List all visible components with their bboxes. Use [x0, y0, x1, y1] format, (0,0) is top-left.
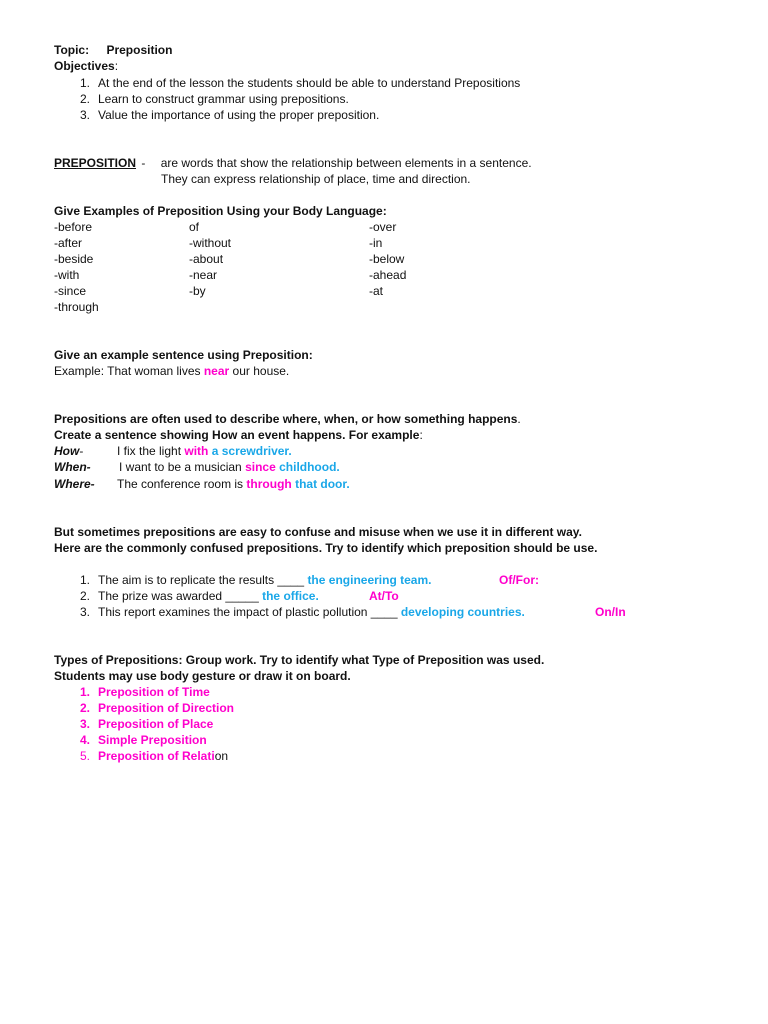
confused-text: The prize was awarded _____ [98, 589, 263, 603]
example-word: -with [54, 268, 80, 282]
usage-row-where [54, 476, 350, 492]
usage-heading-2-text: Create a sentence showing How an event happens. For example [54, 428, 420, 442]
example-word: -at [369, 284, 384, 298]
usage-heading-1-end: . [517, 412, 521, 426]
usage-row-label: Where- [54, 477, 95, 491]
topic-line [54, 42, 172, 58]
confused-item [68, 604, 525, 620]
type-number: 3. [79, 717, 90, 731]
usage-row-label: How [54, 444, 80, 458]
example-word: -about [189, 252, 224, 266]
objective-text: At the end of the lesson the students should be able to understand Prepositions [98, 76, 521, 90]
example-word: -over [369, 220, 397, 234]
type-text: Preposition of Place [98, 717, 214, 731]
usage-row-text: I fix the light [117, 444, 185, 458]
usage-row-sentence [117, 476, 350, 492]
objective-text: Learn to construct grammar using prepositions. [98, 92, 349, 106]
objective-number: 3. [79, 108, 90, 122]
example-word: -ahead [369, 268, 407, 282]
example-sentence-heading: Give an example sentence using Preposition: [54, 348, 313, 362]
type-item [68, 684, 210, 700]
type-text: Preposition of Time [98, 685, 210, 699]
usage-row-rest: a screwdriver. [208, 444, 292, 458]
confused-number: 1. [79, 573, 90, 587]
usage-row-sentence [119, 459, 340, 475]
confused-heading-2: Here are the commonly confused prepositions. Try to identify which preposition should be use. [54, 541, 598, 555]
type-item [68, 716, 213, 732]
confused-text: This report examines the impact of plastic pollution ____ [98, 605, 401, 619]
example-word: -without [189, 236, 232, 250]
objective-number: 1. [79, 76, 90, 90]
example-sentence-suffix: our house. [229, 364, 290, 378]
confused-rest: the office. [262, 589, 319, 603]
confused-heading-1: But sometimes prepositions are easy to confuse and misuse when we use it in different way. [54, 525, 582, 539]
confused-answer: Of/For: [499, 573, 539, 587]
usage-heading-1-text: Prepositions are often used to describe where, when, or how something happens [54, 412, 518, 426]
type-item [68, 748, 228, 764]
type-number: 1. [79, 685, 90, 699]
definition-term: PREPOSITION [54, 156, 137, 170]
example-word: -near [189, 268, 218, 282]
usage-row-when [54, 459, 340, 475]
example-word: -beside [54, 252, 94, 266]
definition-dash: - [141, 156, 146, 170]
example-word: -by [189, 284, 206, 298]
example-sentence-prefix: Example: That woman lives [54, 364, 204, 378]
usage-row-sentence [117, 443, 292, 459]
confused-text: The aim is to replicate the results ____ [98, 573, 308, 587]
confused-number: 2. [79, 589, 90, 603]
objective-item [68, 107, 379, 123]
objective-item [68, 75, 520, 91]
type-item [68, 732, 207, 748]
definition-text-1: are words that show the relationship between elements in a sentence. [160, 156, 532, 170]
topic-value: Preposition [106, 43, 173, 57]
type-text: Simple Preposition [98, 733, 207, 747]
usage-row-how [54, 443, 292, 459]
type-number: 5. [79, 749, 90, 763]
objectives-label: Objectives [54, 59, 115, 73]
example-word: -below [369, 252, 405, 266]
example-sentence [54, 363, 289, 379]
types-heading-2: Students may use body gesture or draw it on board. [54, 669, 351, 683]
usage-row-prep: with [184, 444, 209, 458]
type-text: Preposition of Direction [98, 701, 235, 715]
usage-heading-1 [54, 411, 521, 427]
example-word: of [189, 220, 200, 234]
type-number: 4. [79, 733, 90, 747]
usage-row-dash: - [79, 444, 84, 458]
usage-row-prep: through [246, 477, 292, 491]
confused-rest: developing countries. [400, 605, 525, 619]
objectives-colon: : [114, 59, 119, 73]
example-word: -before [54, 220, 93, 234]
objective-text: Value the importance of using the proper preposition. [98, 108, 380, 122]
objective-number: 2. [79, 92, 90, 106]
confused-item [68, 572, 431, 588]
definition-line-1 [54, 155, 532, 171]
confused-item [68, 588, 319, 604]
definition-line-2: They can express relationship of place, time and direction. [161, 172, 471, 186]
objectives-heading [54, 58, 118, 74]
confused-number: 3. [79, 605, 90, 619]
confused-rest: the engineering team. [307, 573, 432, 587]
types-heading-1: Types of Prepositions: Group work. Try to identify what Type of Preposition was used. [54, 653, 545, 667]
type-number: 2. [79, 701, 90, 715]
usage-heading-2 [54, 427, 423, 443]
type-text-plain: on [214, 749, 229, 763]
usage-row-text: I want to be a musician [119, 460, 246, 474]
usage-row-text: The conference room is [117, 477, 247, 491]
example-sentence-highlight: near [203, 364, 230, 378]
usage-row-rest: that door. [291, 477, 350, 491]
type-text-colored: Preposition of Relati [98, 749, 215, 763]
usage-row-rest: childhood. [275, 460, 340, 474]
usage-heading-2-end: : [419, 428, 423, 442]
usage-row-label: When- [54, 460, 91, 474]
usage-row-prep: since [245, 460, 276, 474]
example-word: -since [54, 284, 87, 298]
example-word: -in [369, 236, 383, 250]
confused-answer: At/To [369, 589, 399, 603]
topic-label: Topic: [54, 43, 90, 57]
objective-item [68, 91, 349, 107]
confused-answer: On/In [595, 605, 626, 619]
examples-heading: Give Examples of Preposition Using your Body Language: [54, 204, 387, 218]
type-item [68, 700, 234, 716]
example-word: -after [54, 236, 83, 250]
example-word: -through [54, 300, 99, 314]
